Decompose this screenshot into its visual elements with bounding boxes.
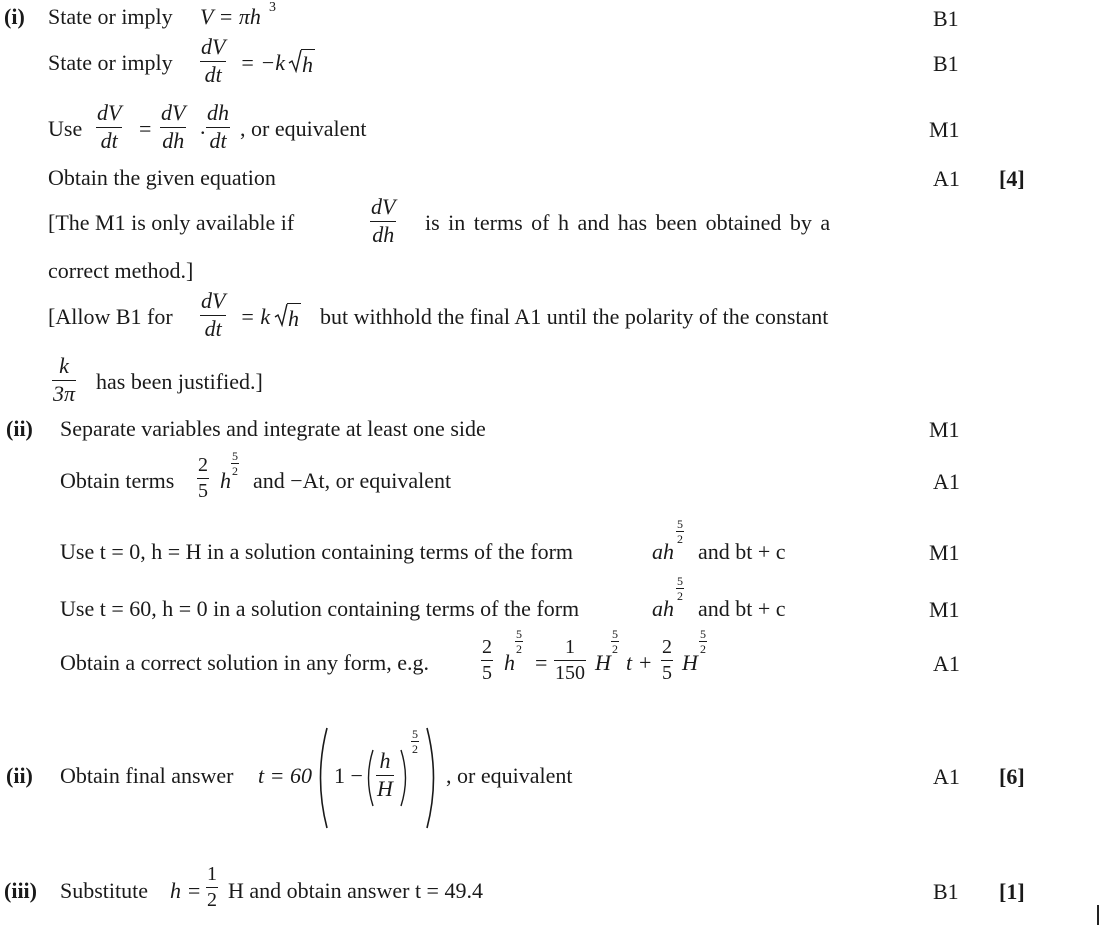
part-ii-line3-mark: M1 (929, 540, 960, 565)
right-big-paren-icon (424, 726, 442, 830)
part-ii-line3-tail: and bt + c (698, 539, 786, 564)
part-i-line3-eq: = (139, 116, 152, 141)
fraction-denominator: H (377, 776, 393, 801)
fraction-bar (197, 478, 209, 479)
part-i-note2-dvdt (200, 290, 226, 340)
part-ii-final-label: (ii) (6, 763, 33, 788)
part-i-line1-eq: V = πh (200, 4, 261, 29)
part-i-line1-text: State or imply (48, 4, 173, 29)
part-ii-line5-2over5 (481, 637, 493, 683)
exponent-denominator: 2 (412, 742, 418, 756)
part-iii-text-b: H and obtain answer t = 49.4 (228, 878, 483, 903)
part-i-label: (i) (4, 4, 25, 29)
part-ii-line4-ah: ah (652, 596, 674, 621)
part-i-line4-mark: A1 (933, 166, 960, 191)
exponent-numerator: 5 (700, 627, 706, 641)
exponent-numerator: 5 (412, 727, 418, 741)
part-i-note2-b: but withhold the final A1 until the polarity of the constant (320, 304, 829, 329)
exponent-numerator: 5 (677, 517, 683, 531)
part-i-line3-tail: , or equivalent (240, 116, 367, 141)
fraction-denominator: 5 (482, 662, 492, 684)
fraction-numerator: 1 (565, 636, 575, 658)
fraction-numerator: dV (97, 100, 122, 125)
part-ii-line2-h: h (220, 468, 231, 493)
part-iii-total: [1] (999, 879, 1025, 904)
part-i-line3-dvdt (96, 102, 122, 152)
part-ii-line2-exponent (231, 450, 239, 477)
part-i-line2-mark: B1 (933, 51, 959, 76)
fraction-denominator: 5 (198, 480, 208, 502)
part-ii-line3-text: Use t = 0, h = H in a solution containing terms of the form (60, 539, 574, 564)
part-i-line4-text: Obtain the given equation (48, 165, 276, 190)
part-iii-text-a: Substitute (60, 878, 149, 903)
part-ii-line5-1over150 (554, 637, 586, 683)
fraction-denominator: dh (162, 128, 185, 153)
part-i-line1-exp: 3 (269, 0, 276, 15)
fraction-denominator: dt (209, 128, 227, 153)
part-i-line3-dot: . (200, 114, 206, 139)
part-i-note1-a: [The M1 is only available if (48, 210, 295, 235)
part-ii-final-one: 1 − (334, 763, 363, 788)
part-ii-line3-exponent (676, 518, 684, 545)
part-i-line3-dvdh (160, 102, 186, 152)
part-i-note2-c: has been justified.] (96, 369, 263, 394)
part-ii-line5-exp3 (699, 628, 707, 655)
fraction-numerator: dV (371, 194, 396, 219)
part-ii-final-eq: t = 60 (258, 763, 312, 788)
part-i-line2-dvdt (200, 36, 226, 86)
part-ii-line5-exp2 (611, 628, 619, 655)
part-ii-line1-mark: M1 (929, 417, 960, 442)
part-ii-line5-t: t + (626, 650, 653, 675)
part-ii-line2-2over5 (197, 455, 209, 501)
fraction-denominator: dh (372, 222, 395, 247)
part-ii-final-h-over-H (376, 750, 394, 800)
part-ii-line5-H1: H (595, 650, 611, 675)
part-i-total: [4] (999, 166, 1025, 191)
part-i-note1-b: is in terms of h and has been obtained by a (425, 210, 831, 235)
exponent-denominator: 2 (516, 642, 522, 656)
exponent-denominator: 2 (677, 589, 683, 603)
sqrt-sign-icon (274, 303, 288, 327)
part-ii-line5-eq: = (535, 650, 548, 675)
part-i-line3-mark: M1 (929, 117, 960, 142)
fraction-bar (481, 660, 493, 661)
part-ii-final-tail: , or equivalent (446, 763, 573, 788)
part-ii-line4-text: Use t = 60, h = 0 in a solution containing terms of the form (60, 596, 580, 621)
part-ii-label: (ii) (6, 416, 33, 441)
fraction-numerator: 1 (207, 863, 217, 885)
exponent-denominator: 2 (232, 464, 238, 478)
part-ii-line5-H2: H (682, 650, 698, 675)
fraction-numerator: 2 (198, 454, 208, 476)
part-i-line2-text: State or imply (48, 50, 173, 75)
left-big-paren-icon (312, 726, 330, 830)
part-i-note1-dvdh (370, 196, 396, 246)
part-ii-final-text: Obtain final answer (60, 763, 234, 788)
part-ii-line3-ah: ah (652, 539, 674, 564)
part-i-note2-k3pi (52, 355, 76, 405)
part-i-line1-mark: B1 (933, 6, 959, 31)
fraction-numerator: 2 (482, 636, 492, 658)
right-small-paren-icon (399, 748, 411, 808)
part-iii-h-eq: h = (170, 878, 202, 903)
fraction-numerator: h (379, 748, 391, 773)
part-ii-line4-exponent (676, 575, 684, 602)
part-ii-line2-tail: and −At, or equivalent (253, 468, 452, 493)
sqrt-radicand: h (301, 49, 315, 78)
fraction-numerator: dV (201, 34, 226, 59)
fraction-bar (206, 887, 218, 888)
fraction-numerator: 2 (662, 636, 672, 658)
part-iii-label: (iii) (4, 878, 37, 903)
part-ii-line5-exp1 (515, 628, 523, 655)
part-ii-line4-mark: M1 (929, 597, 960, 622)
sqrt-radicand: h (287, 303, 301, 332)
part-ii-final-mark: A1 (933, 764, 960, 789)
fraction-bar (554, 660, 586, 661)
exponent-denominator: 2 (677, 532, 683, 546)
fraction-bar (661, 660, 673, 661)
fraction-denominator: 2 (207, 889, 217, 911)
part-ii-line1-text: Separate variables and integrate at least one side (60, 416, 486, 441)
text-cursor (1097, 905, 1099, 925)
part-i-note1-c: correct method.] (48, 258, 194, 283)
fraction-denominator: dt (204, 62, 222, 87)
part-i-note2-rhs: = k (240, 304, 271, 329)
part-iii-half (206, 864, 218, 910)
part-i-note2-a: [Allow B1 for (48, 304, 173, 329)
part-ii-line4-tail: and bt + c (698, 596, 786, 621)
sqrt-sign-icon (288, 49, 302, 73)
fraction-numerator: dV (201, 288, 226, 313)
fraction-denominator: 5 (662, 662, 672, 684)
fraction-denominator: 3π (53, 381, 76, 406)
part-ii-line5-text: Obtain a correct solution in any form, e.g. (60, 650, 430, 675)
fraction-denominator: dt (204, 316, 222, 341)
part-ii-total: [6] (999, 764, 1025, 789)
exponent-denominator: 2 (612, 642, 618, 656)
part-i-line3-dhdt (206, 102, 230, 152)
part-ii-line2-mark: A1 (933, 469, 960, 494)
part-ii-line2-text: Obtain terms (60, 468, 175, 493)
part-ii-line5-mark: A1 (933, 651, 960, 676)
exponent-numerator: 5 (232, 449, 238, 463)
exponent-numerator: 5 (516, 627, 522, 641)
part-i-line3-text: Use (48, 116, 83, 141)
exponent-numerator: 5 (612, 627, 618, 641)
fraction-denominator: 150 (555, 662, 585, 684)
fraction-numerator: dh (207, 100, 229, 125)
exponent-numerator: 5 (677, 574, 683, 588)
part-ii-line5-2over5b (661, 637, 673, 683)
left-small-paren-icon (363, 748, 375, 808)
part-ii-final-exponent (411, 728, 419, 755)
part-iii-mark: B1 (933, 879, 959, 904)
fraction-numerator: dV (161, 100, 186, 125)
fraction-numerator: k (59, 353, 69, 378)
exponent-denominator: 2 (700, 642, 706, 656)
fraction-denominator: dt (100, 128, 118, 153)
part-ii-line5-h: h (504, 650, 515, 675)
part-i-line2-rhs: = −k (240, 50, 285, 75)
